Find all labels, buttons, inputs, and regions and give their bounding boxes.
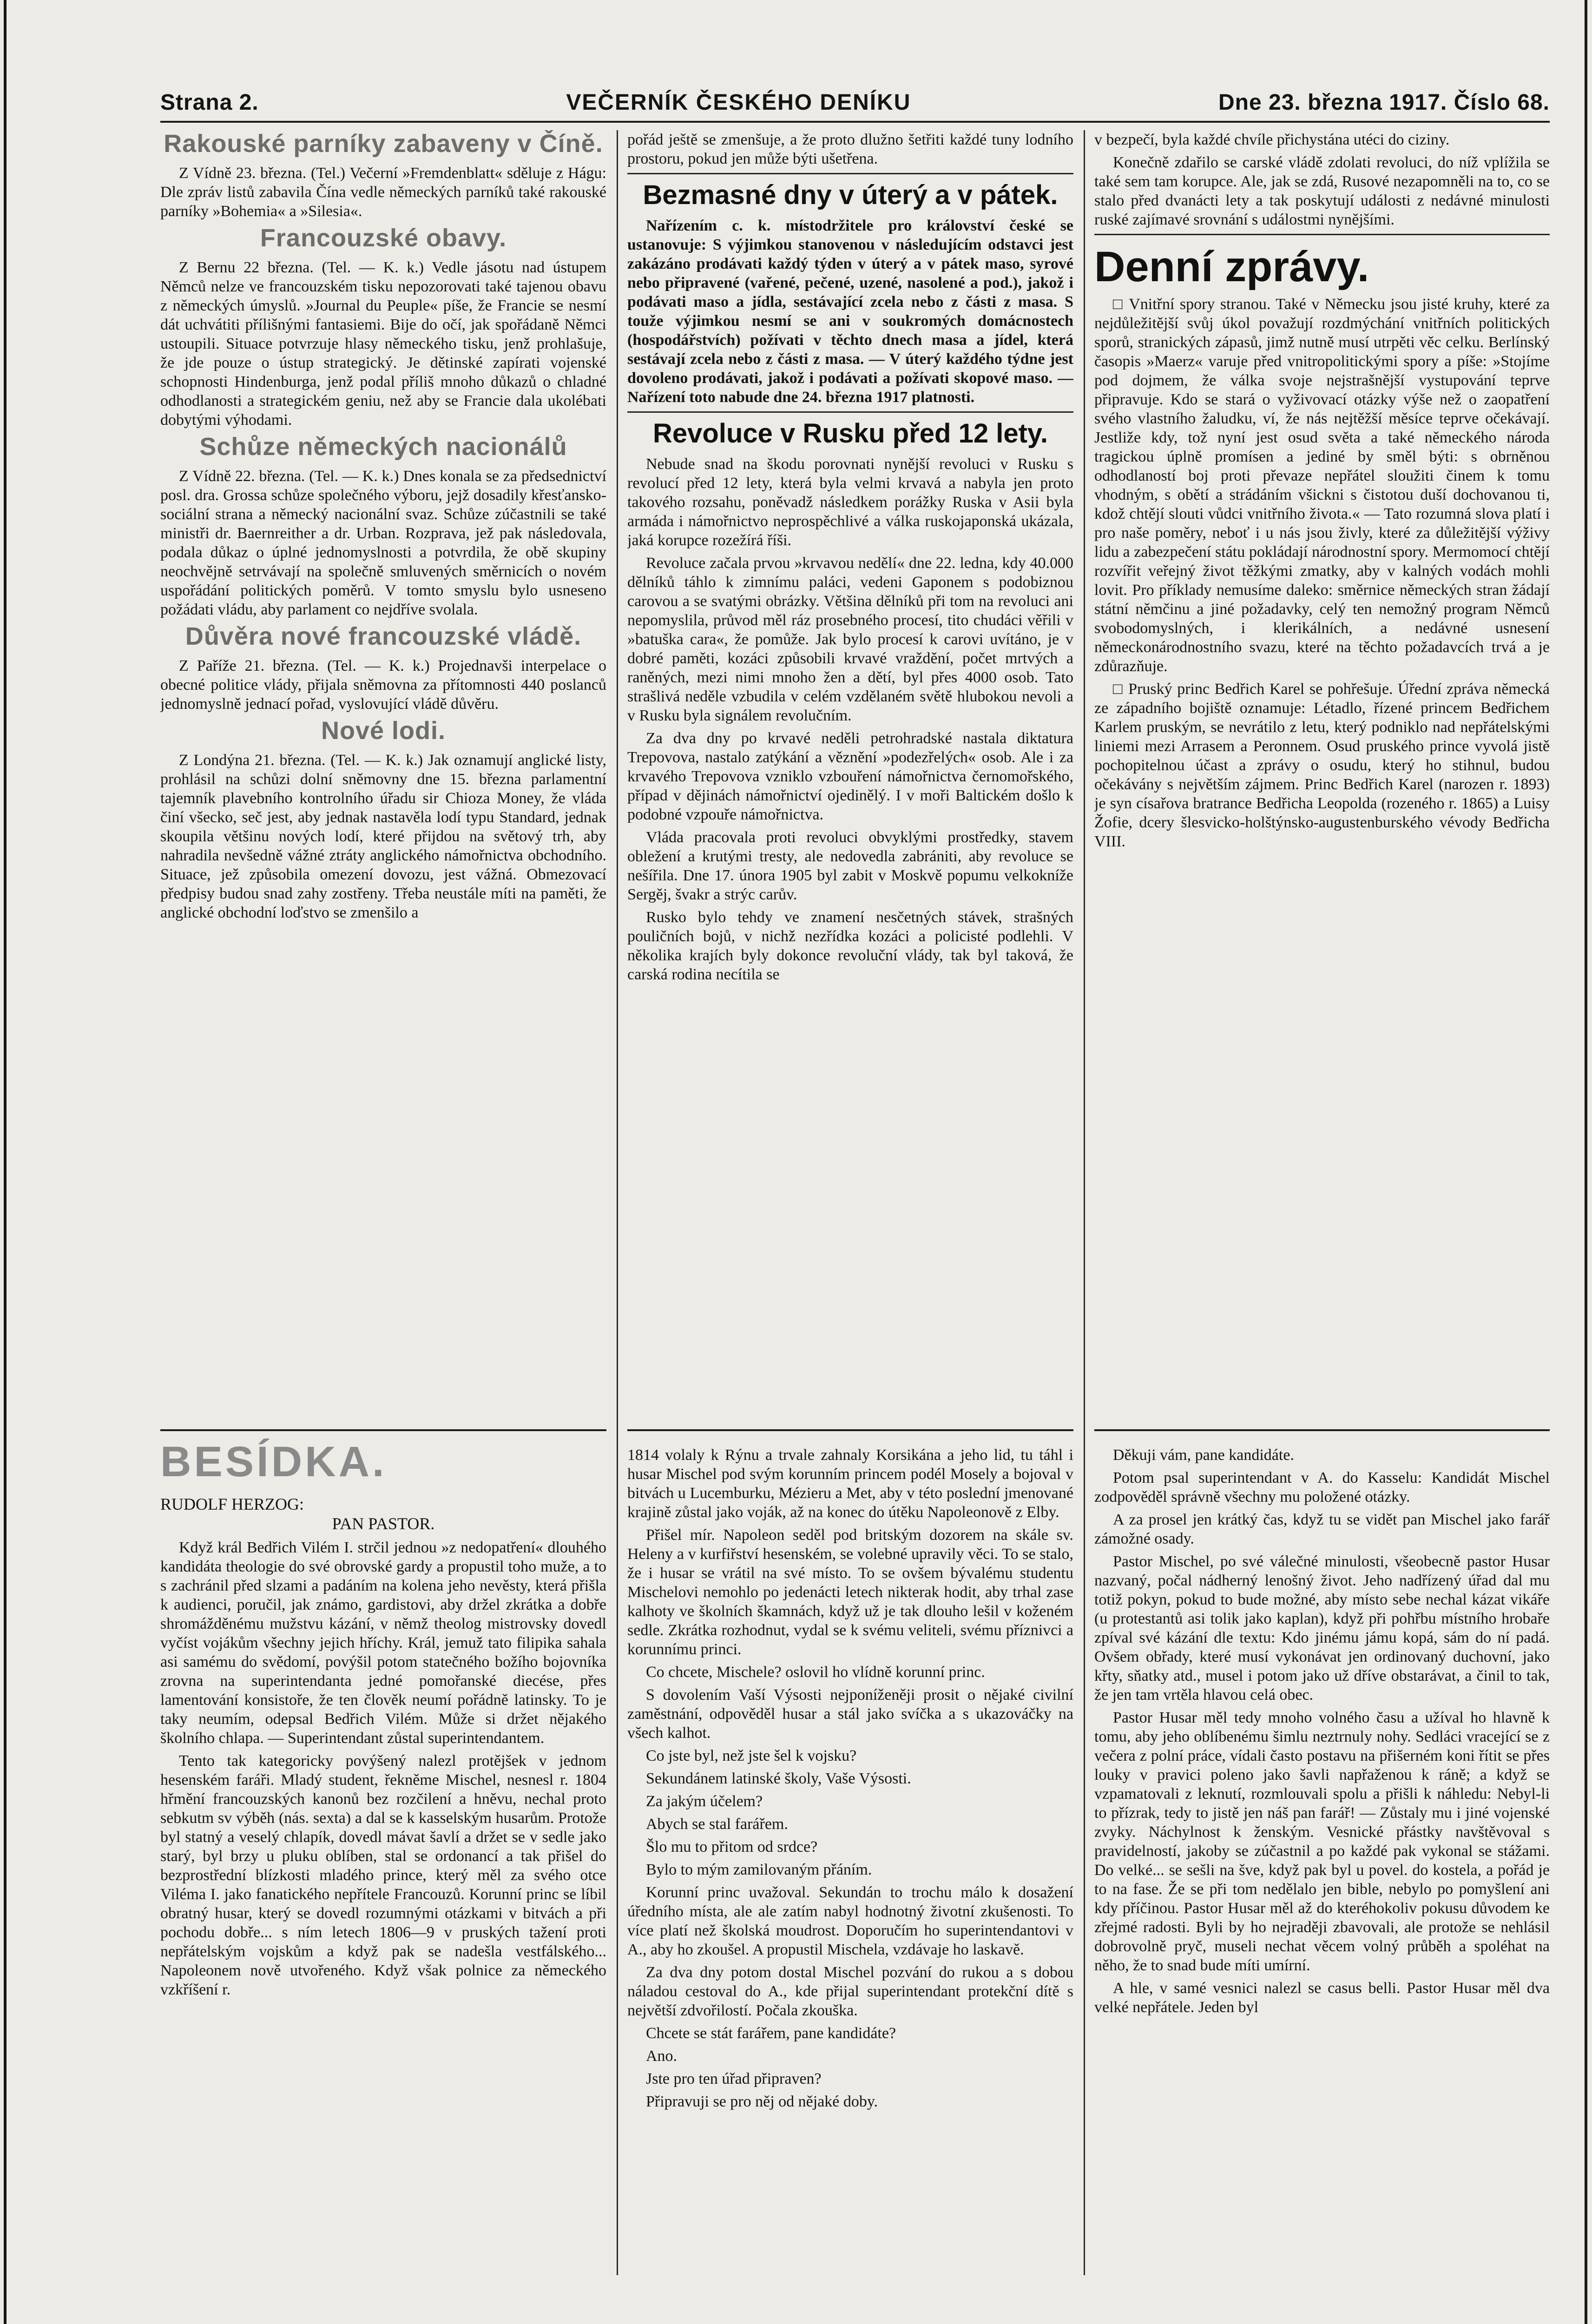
divider bbox=[1094, 234, 1550, 235]
masthead: VEČERNÍK ČESKÉHO DENÍKU bbox=[566, 90, 911, 115]
article-title: Bezmasné dny v úterý a v pátek. bbox=[643, 180, 1058, 210]
story-text: Pastor Husar měl tedy mnoho volného času a užíval ho hlavně k tomu, aby jeho oblíbenému šimlu neztrnuly nohy. Sedláci vracející se z večera z polní práce, vídali často postavu na přišerném koni řítit se přes louky v pravici poleno jako šavli napřaženou k ráně; a když se vzpamatovali z leknutí, rozmlouvali spolu a přišli k náhledu: Nebyl-li to přízrak, tedy to jistě jen náš pan farář! — Zůstaly mu i jiné vojenské zvyky. Náchylnost k ženským. Vesnické přástky navštěvoval s pravidelností, jakoby se zúčastnil a po každé pak vykonal se stážami. Do velké... se sešli na šve, když pak byl u povel. do kostela, a pořád je to na fase. Že se při tom nedělalo jen bible, nebylo po pomyšlení ani kdy příčinou. Pastor Husar měl až do kteréhokoliv pokusu důvodem ke zřejmé radosti. Byli by ho nejraději zbavovali, ale protože se nehlásil dobrovolně pryč, museli nechat věcem volný průběh a spoléhat na něho, že to snad bude míti umírní. bbox=[1094, 1709, 1550, 1974]
issue-date: Dne 23. března 1917. Číslo 68. bbox=[1218, 90, 1550, 115]
section-title: Denní zprávy. bbox=[1094, 243, 1369, 290]
news-item: □ Pruský princ Bedřich Karel se pohřešuje. Úřední zpráva německá ze západního bojiště oznamuje: Létadlo, řízené princem Bedřichem Karlem pruským, se nevrátilo z letu, který podniklo nad nepřátelskými liniemi mezi Arrasem a Peronnem. Osud pruského prince vyvolá jistě pochopitelnou účast a zprávy o osudu, který ho stihnul, budou očekávány s největším zájmem. Princ Bedřich Karel (narozen r. 1893) je syn císařova bratrance Bedřicha Leopolda (rozeného r. 1865) a Luisy Žofie, dcery šlesvicko-holštýnsko-augustenburského vévody Bedřicha VIII. bbox=[1094, 680, 1550, 850]
story-text: Šlo mu to přitom od srdce? bbox=[646, 1838, 818, 1855]
divider bbox=[627, 173, 1073, 174]
article-text: Vláda pracovala proti revoluci obvyklými prostředky, stavem obležení a krutými tresty, ale nedovedla zabrániti, aby revoluce se nešířila. Dne 17. února 1905 byl zabit v Moskvě popumu velkokníže Sergěj, švakr a strýc carův. bbox=[627, 829, 1073, 903]
page-header bbox=[160, 84, 1550, 123]
story-text: Pastor Mischel, po své válečné minulosti, všeobecně pastor Husar nazvaný, počal nádherný lenošný život. Jeho nadřízený úřad dal mu totiž pokyn, pokud to bude možné, aby místo sebe nechal kázat vikáře (u protestantů asi tolik jako kaplan), když při pohřbu místního hrobaře zpíval své kázání dle textu: Kdo jinému jámu kopá, sám do ní padá. Ovšem obřady, které musí vykonávat jen ordinovaný duchovní, jako křty, sňatky atd., musel i potom jako už dříve obstarávat, a činil to tak, že jen tam vrtěla hlavou celá obec. bbox=[1094, 1553, 1550, 1703]
story-title: PAN PASTOR. bbox=[332, 1514, 435, 1533]
feuilleton-column-3 bbox=[1094, 1446, 1550, 2278]
story-text: Připravuji se pro něj od nějaké doby. bbox=[646, 2093, 878, 2110]
article-title: Francouzské obavy. bbox=[260, 224, 507, 252]
feuilleton-column-1 bbox=[160, 1494, 606, 2275]
besidka-title: BESÍDKA. bbox=[160, 1439, 387, 1486]
story-author: RUDOLF HERZOG: bbox=[160, 1495, 304, 1513]
story-text: Sekundánem latinské školy, Vaše Výsosti. bbox=[646, 1770, 911, 1787]
feuilleton-rule bbox=[1094, 1429, 1550, 1431]
story-text: Co jste byl, než jste šel k vojsku? bbox=[646, 1747, 857, 1764]
story-text: A za prosel jen krátký čas, když tu se vidět pan Mischel jako farář zámožné osady. bbox=[1094, 1511, 1550, 1547]
article-text: Nebude snad na škodu porovnati nynější revoluci v Rusku s revolucí před 12 lety, která byla velmi krvavá a nabyla jen proto takového rozsahu, poněvadž následkem porážky Ruska v Asii byla armáda i námořnictvo neprospěchlivé a válka ruskojaponská ukázala, jaká korupce rozežírá říši. bbox=[627, 456, 1073, 549]
page-number: Strana 2. bbox=[160, 90, 259, 115]
article-text: Z Paříže 21. března. (Tel. — K. k.) Projednavši interpelace o obecné politice vlády, přijala sněmovna za přítomnosti 440 poslanců jednomyslně jednací pořad, vyslovující vládě důvěru. bbox=[160, 657, 606, 713]
article-text: Z Vídně 23. března. (Tel.) Večerní »Fremdenblatt« sděluje z Hágu: Dle zpráv listů zabavila Čína vedle německých parníků také rakouské parníky »Bohemia« a »Silesia«. bbox=[160, 165, 606, 220]
article-text: Z Londýna 21. března. (Tel. — K. k.) Jak oznamují anglické listy, prohlásil na schůzi dolní sněmovny dne 15. března parlamentní tajemník plavebního kontrolního úřadu sir Chioza Money, že vláda činí všecko, seč jest, aby jednak nastavěla lodí typu Standard, jednak skoupila většinu nových lodí, které přijdou na světový trh, aby nahradila nevšedně vážné ztráty anglického námořnictva obchodního. Situace, jež způsobila omezení dovozu, jest vážná. Obmezovací předpisy budou snad zahy zostřeny. Třeba neustále míti na paměti, že anglické obchodní loďstvo se zmenšilo a bbox=[160, 752, 606, 921]
news-item: □ Vnitřní spory stranou. Také v Německu jsou jisté kruhy, které za nejdůležitější svůj úkol považují rozdmýchání vnitřních politických sporů, stranických zápasů, jimž nutně musí utrpěti věc celku. Berlínský časopis »Maerz« varuje před vnitropolitickými spory a píše: »Stojíme pod dojmem, že válka svoje nejstrašnější vystupování teprve připravuje. Kdo se stará o vyživovací otázky výše než o zaopatření svého vlastního žaludku, ví, že nás nejtěžší měsíce teprve očekávají. Jestliže kdy, tož nyní jest osud světa a také německého národa tragickou úplně promísen a jediné by směl býti: s obrněnou odhodlaností boj proti převaze nepřátel sloužiti činem k tomu vhodným, s obětí a strádáním všickni s čistotou duší dochovanou ti, kdož chtějí slouti vůdci vnitřního života.« — Tato rozumná slova platí i pro naše poměry, neboť i u nás jsou živly, které za důležitější výživy lidu a zabezpečení státu pokládají národnostní spory. Mermomocí chtějí rozvířit veřejný život těžkými zmatky, aby v kalných vodách mohli lovit. Pro příklady nemusíme daleko: směrnice německých stran žádají státní němčinu a jiné požadavky, celý ten nemožný program Němců svobodomyslných, i klerikálních, a nedávné usnesení německonárodnostního svazu, které na těchto požadavcích trvá a je zdůrazňuje. bbox=[1094, 296, 1550, 675]
column-rule bbox=[617, 1439, 618, 2275]
story-text: S dovolením Vaší Výsosti nejponíženěji prosit o nějaké civilní zaměstnání, odpověděl husar a stál jako svíčka a s ukazováčky na všech kalhot. bbox=[627, 1686, 1073, 1742]
divider bbox=[627, 411, 1073, 413]
story-text: Abych se stal farářem. bbox=[646, 1816, 788, 1833]
page-frame bbox=[160, 84, 1550, 2278]
story-text: Když král Bedřich Vilém I. strčil jednou »z nedopatření« dlouhého kandidáta theologie do své obrovské gardy a propustil toho muže, a to s zachránil před slzami a padáním na kolena jeho nevěsty, která přišla k audienci, poručil, jak známo, gardistovi, aby držel zkrátka a dobře shromážděnému mužstvu kázání, v němž theolog mistrovsky dovedl vyčíst vojákům všechny jejich hříchy. Král, jemuž tato filipika sahala asi samému do svědomí, povýšil potom statečného božího bojovníka zrovna na superintendanta jedné pomořanské diecése, přes lamentování konsistoře, že ten člověk neumí pořádně latinsky. To je taky neumím, odepsal Bedřich Vilém. Může si držet nějakého školního chlapa. — Superintendant zůstal superintendantem. bbox=[160, 1539, 606, 1747]
article-text: Revoluce začala prvou »krvavou nedělí« dne 22. ledna, kdy 40.000 dělníků táhlo k zimnímu paláci, vedeni Gaponem s podobiznou carovou a se svatými obrázky. Většina dělníků při tom na revoluci ani nepomyslila, průvod měl ráz prosebného procesí, tito chudáci věřili v »batuška cara«, že pomůže. Jak bylo procesí k carovi uvítáno, je v dobré paměti, kozáci způsobili krvavé vraždění, počet mrtvých a raněných, mezi nimi mnoho žen a dětí, byl přes 4000 osob. Tato strašlivá neděle vzbudila v celém vzdělaném světě hlubokou nevoli a v Rusku byla signálem revolučním. bbox=[627, 555, 1073, 724]
feuilleton-rule bbox=[160, 1429, 606, 1431]
article-title: Rakouské parníky zabaveny v Číně. bbox=[164, 130, 603, 158]
article-title: Schůze německých nacionálů bbox=[199, 433, 567, 461]
story-text: Za jakým účelem? bbox=[646, 1793, 763, 1810]
article-text: Z Bernu 22 března. (Tel. — K. k.) Vedle jásotu nad ústupem Němců nelze ve francouzském tisku nepozorovati také tajenou obavu z německých úmyslů. »Journal du Peuple« píše, že Francie se nesmí dát uchvátiti přílišnými fantasiemi. Bije do očí, jak spořádaně Němci ustoupili. Situace potvrzuje hlasy německého tisku, jenž prohlašuje, že jde pouze o ústup strategický. Je dětinské zapírati vojenské schopnosti Hindenburga, jenž podal příliš mnoho důkazů o chladné odhodlanosti a strategickém geniu, než aby se Francie dala ukolébati dobytými výhodami. bbox=[160, 259, 606, 429]
article-text: Za dva dny po krvavé neděli petrohradské nastala diktatura Trepovova, nastalo zatýkání a věznění »podezřelých« osob. Ale i za krvavého Trepovova vzniklo vzbouření námořnictva černomořského, případ v dějinách námořnictví ojedinělý. I v moři Baltickém došlo k podobné vzpouře námořnictva. bbox=[627, 730, 1073, 823]
story-text: Přišel mír. Napoleon seděl pod britským dozorem na skále sv. Heleny a v kurfiřství hesenském, se volebné upravily věci. To se stalo, že i husar se vrátil na své místo. To se ovšem bývalému studentu Mischelovi nemohlo po jedenácti letech nikterak hodit, aby trhal zase kalhoty ve školních škamnách, když už je tak dlouho lešil v koženém sedle. Zkrátka rozhodnut, vydal se k svému veliteli, svému příznivci a korunnímu princi. bbox=[627, 1526, 1073, 1658]
scan-border-left bbox=[4, 0, 7, 2324]
feuilleton-column-2 bbox=[627, 1446, 1073, 2278]
column-3 bbox=[1094, 130, 1550, 1441]
story-text: Korunní princ uvažoval. Sekundán to trochu málo k dosažení úředního místa, ale ale zatím nabyl hodnotný životní zkušenosti. To více platí než školská moudrost. Doporučím ho superintendantovi v A., aby ho zkoušel. A propustil Mischela, vzdávaje ho laskavě. bbox=[627, 1884, 1073, 1958]
story-text: 1814 volaly k Rýnu a trvale zahnaly Korsikána a jeho lid, tu táhl i husar Mischel pod svým korunním princem podél Mosely a bojoval v bitvách u Lucemburku, Mézieru a Met, aby v této poslední jmenované krajině zůstal jako voják, až na konec do útěku Napoleonově z Elby. bbox=[627, 1446, 1073, 1521]
feuilleton-rule bbox=[627, 1429, 1073, 1431]
column-rule bbox=[1084, 1439, 1085, 2275]
story-text: Potom psal superintendant v A. do Kasselu: Kandidát Mischel zodpověděl správně všechny mu položené otázky. bbox=[1094, 1469, 1550, 1505]
column-rule bbox=[1084, 130, 1085, 1441]
besidka-header bbox=[160, 1439, 606, 1494]
story-text: Za dva dny potom dostal Mischel pozvání do rukou a s dobou náladou cestoval do A., kde přijal superintendant protekční dítě s největší zdvořilostí. Počala zkouška. bbox=[627, 1964, 1073, 2019]
story-text: Co chcete, Mischele? oslovil ho vlídně korunní princ. bbox=[646, 1664, 985, 1681]
article-text: Nařízením c. k. místodržitele pro království české se ustanovuje: S výjimkou stanovenou v následujícím odstavci jest zakázáno prodávati každý týden v úterý a v pátek maso, syrové nebo připravené (vařené, pečené, uzené, nasolené a pod.), jakož i podávati maso a jídla, sestávající zcela nebo z části z masa. S touže výjimkou nesmí se ani v soukromých domácnostech (hospodářstvích) požívati v těchto dnech masa a jídel, která sestávají zcela nebo z části z masa. — V úterý každého týdne jest dovoleno prodávati, jakož i podávati a požívati skopové maso. — Nařízení toto nabude dne 24. března 1917 platnosti. bbox=[627, 217, 1073, 406]
article-title: Důvěra nové francouzské vládě. bbox=[185, 622, 582, 650]
article-text: Konečně zdařilo se carské vládě zdolati revoluci, do níž vplížila se také sem tam korupce. Ale, jak se zdá, Rusové nezapomněli na to, co se stalo před dvanácti lety a tak poskytují události z nedávné minulosti ruské zajímavé srovnání s událostmi nynějšími. bbox=[1094, 154, 1550, 228]
scan-border-right bbox=[1585, 0, 1587, 2324]
article-title: Nové lodi. bbox=[321, 717, 446, 745]
story-text: Tento tak kategoricky povýšený nalezl protějšek v jednom hesenském faráři. Mladý student, řekněme Mischel, nesnesl r. 1804 hřmění francouzských kanonů bez rozčilení a hněvu, nechal proto sebkutm sv výběh (nás. sexta) a dal se k kasselským husarům. Protože byl statný a veselý chlapík, dovedl mávat šavlí a držet se v sedle jako starý, byl brzy u pluku oblíben, stal se ordonancí a tak přišel do bezprostřední blízkosti mladého prince, který měl za svého otce Viléma I. jako fanatického nepřítele Francouzů. Korunní princ se líbil obratný husar, který se dovedl rozumnými otázkami v bitvách a při pochodu dobře... s ním letech 1806—9 v pruských tažení proti nepřátelským vojskům a když pak se nadešla vestfálského... Napoleonem nově utvořeného. Když však polnice za německého vzkříšení r. bbox=[160, 1752, 606, 1998]
article-text: Z Vídně 22. března. (Tel. — K. k.) Dnes konala se za předsednictví posl. dra. Grossa schůze společného výboru, jejž dosadily křesťansko-sociální strana a německý nacionální svaz. Schůze zúčastnili se také ministři dr. Baernreither a dr. Urban. Rozprava, jež pak následovala, podala důkaz o úplné jednomyslnosti a potvrdila, že obě skupiny neochvějně setrvávají na společně smluvených směrnicích o novém uspořádání politických poměrů. V tomto smyslu bylo usneseno požádati vládu, aby parlament co nejdříve svolala. bbox=[160, 468, 606, 618]
story-text: Chcete se stát farářem, pane kandidáte? bbox=[646, 2025, 896, 2042]
article-continuation: v bezpečí, byla každé chvíle přichystána utéci do ciziny. bbox=[1094, 131, 1450, 148]
column-rule bbox=[617, 130, 618, 1441]
article-text: Rusko bylo tehdy ve znamení nesčetných stávek, strašných pouličních bojů, v nichž nezřídka kozáci a policisté podlehli. V několika krajích byly dokonce revoluční vlády, tak byl taková, že carská rodina necítila se bbox=[627, 909, 1073, 983]
story-text: Ano. bbox=[646, 2047, 678, 2065]
story-text: Děkuji vám, pane kandidáte. bbox=[1113, 1446, 1294, 1464]
story-text: Bylo to mým zamilovaným přáním. bbox=[646, 1861, 872, 1878]
column-1 bbox=[160, 130, 606, 1469]
story-text: Jste pro ten úřad připraven? bbox=[646, 2070, 822, 2087]
article-continuation: pořád ještě se zmenšuje, a že proto dlužno šetřiti každé tuny lodního prostoru, pokud jen může býti ušetřena. bbox=[627, 131, 1073, 167]
article-title: Revoluce v Rusku před 12 lety. bbox=[653, 418, 1048, 449]
story-text: A hle, v samé vesnici nalezl se casus belli. Pastor Husar měl dva velké nepřátele. Jeden byl bbox=[1094, 1980, 1550, 2016]
column-2 bbox=[627, 130, 1073, 1422]
